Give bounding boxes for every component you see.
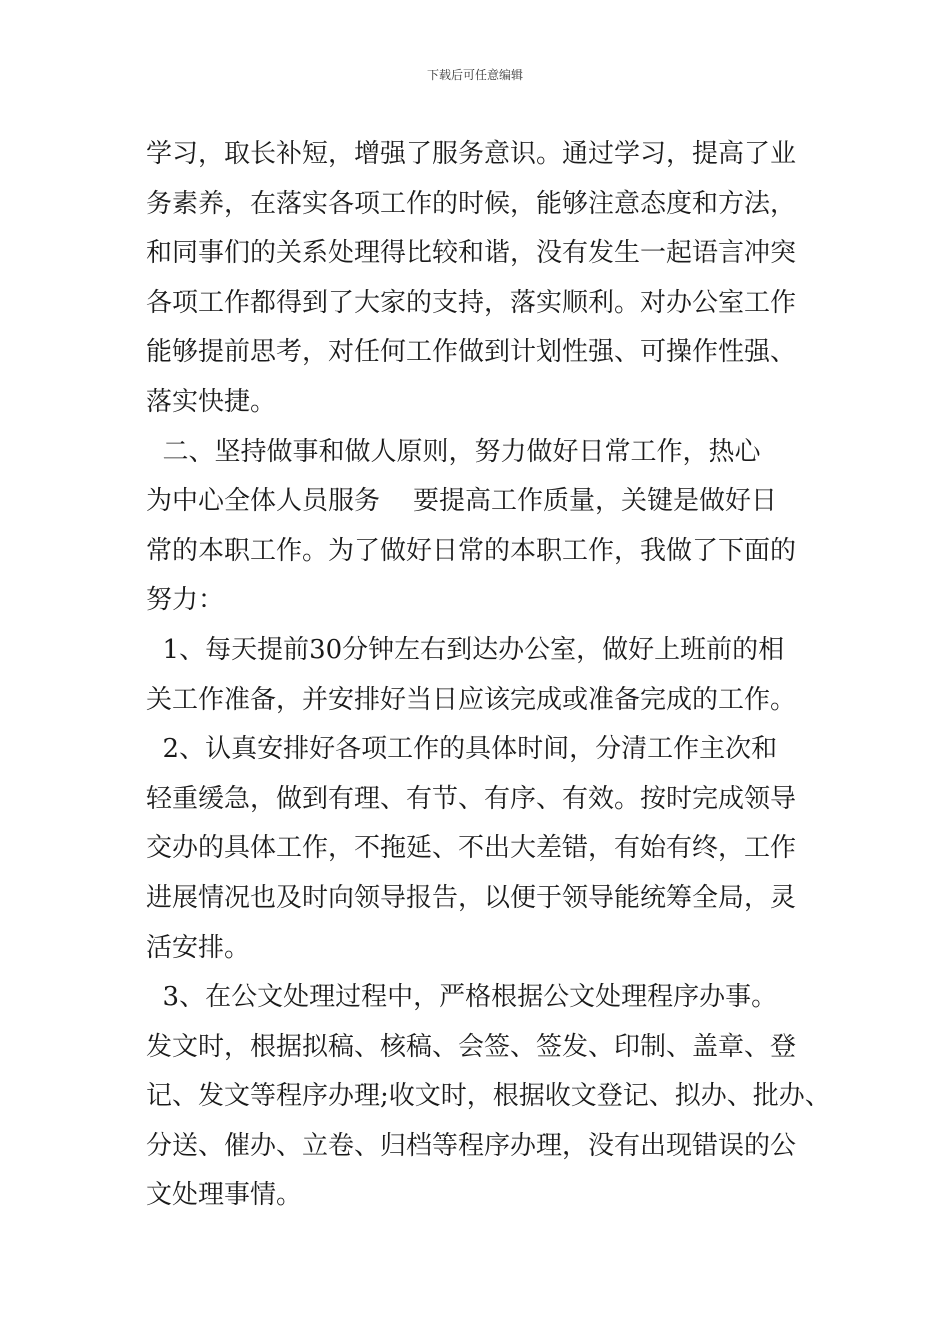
text-line: 发文时，根据拟稿、核稿、会签、签发、印制、盖章、登 [146,1031,797,1062]
text-line: 落实快捷。 [146,386,277,417]
text-line: 努力： [146,585,225,616]
text-line: 交办的具体工作，不拖延、不出大差错，有始有终，工作 [146,833,797,864]
text-line: 各项工作都得到了大家的支持，落实顺利。对办公室工作 [146,287,797,318]
text-line: 学习，取长补短，增强了服务意识。通过学习，提高了业 [146,139,797,169]
text-line: 活安排。 [146,932,251,963]
list-item-line: 3、在公文处理过程中，严格根据公文处理程序办事。 [146,982,778,1013]
text-line: 常的本职工作。为了做好日常的本职工作，我做了下面的 [146,535,797,566]
text-line: 记、发文等程序办理;收文时，根据收文登记、拟办、批办、 [146,1081,831,1112]
text-line: 能够提前思考，对任何工作做到计划性强、可操作性强、 [146,337,797,368]
document-body [146,130,831,1221]
section-heading-line: 二、坚持做事和做人原则，努力做好日常工作，热心 [146,436,761,467]
text-line: 轻重缓急，做到有理、有节、有序、有效。按时完成领导 [146,783,797,814]
text-line: 为中心全体人员服务 要提高工作质量，关键是做好日 [146,486,778,517]
page-header: 下载后可任意编辑 [426,68,523,82]
text-line: 务素养，在落实各项工作的时候，能够注意态度和方法， [146,188,797,219]
text-line: 文处理事情。 [146,1180,303,1211]
text-line: 进展情况也及时向领导报告，以便于领导能统筹全局，灵 [146,882,797,913]
list-item-line: 1、每天提前30分钟左右到达办公室，做好上班前的相 [146,634,785,665]
list-item-line: 2、认真安排好各项工作的具体时间，分清工作主次和 [146,734,778,765]
text-line: 分送、催办、立卷、归档等程序办理，没有出现错误的公 [146,1130,797,1161]
text-line: 和同事们的关系处理得比较和谐，没有发生一起语言冲突 [146,238,797,269]
text-line: 关工作准备，并安排好当日应该完成或准备完成的工作。 [146,684,797,715]
